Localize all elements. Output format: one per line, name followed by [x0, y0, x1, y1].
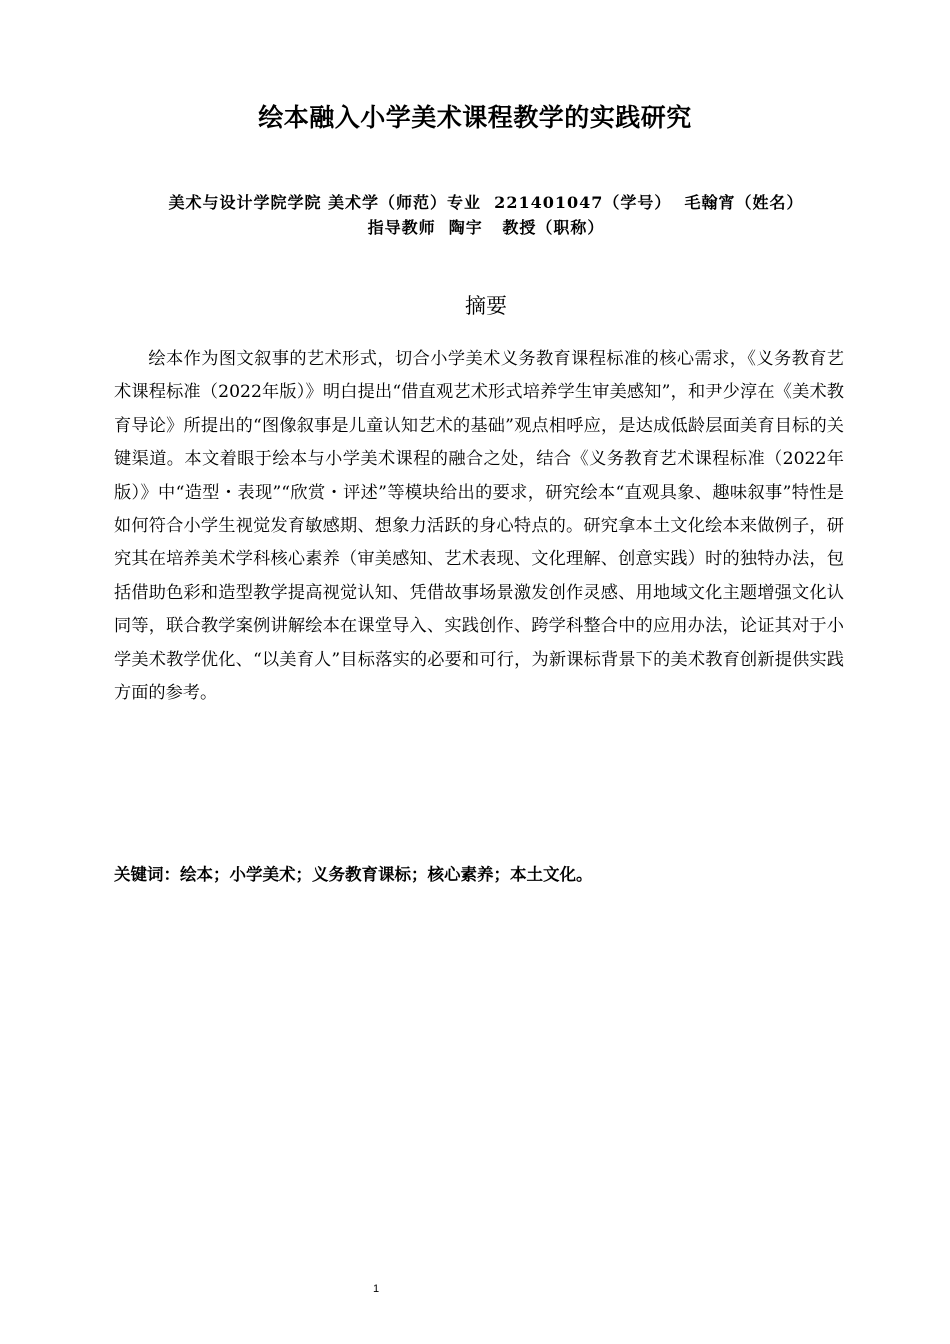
- paper-title: 绘本融入小学美术课程教学的实践研究: [258, 103, 692, 132]
- abstract-heading: 摘要: [465, 294, 507, 318]
- abstract-paragraph: 绘本作为图文叙事的艺术形式，切合小学美术义务教育课程标准的核心需求，《义务教育艺术课程标准（2022年版）》明白提出“借直观艺术形式培养学生审美感知”，和尹少淳在《美术教育导论》所提出的“图像叙事是儿童认知艺术的基础”观点相呼应，是达成低龄层面美育目标的关键渠道。本文着眼于绘本与小学美术课程的融合之处，结合《义务教育艺术课程标准（2022年版）》中“造型・表现”“欣赏・评述”等模块给出的要求，研究绘本“直观具象、趣味叙事”特性是如何符合小学生视觉发育敏感期、想象力活跃的身心特点的。研究拿本土文化绘本来做例子，研究其在培养美术学科核心素养（审美感知、艺术表现、文化理解、创意实践）时的独特办法，包括借助色彩和造型教学提高视觉认知、凭借故事场景激发创作灵感、用地域文化主题增强文化认同等，联合教学案例讲解绘本在课堂导入、实践创作、跨学科整合中的应用办法，论证其对于小学美术教学优化、“以美育人”目标落实的必要和可行，为新课标背景下的美术教育创新提供实践方面的参考。: [114, 349, 844, 704]
- author-info-line: 美术与设计学院学院 美术学（师范）专业 221401047（学号） 毛翰宵（姓名）: [168, 193, 804, 212]
- advisor-info-line: 指导教师 陶宇 教授（职称）: [367, 218, 605, 237]
- keywords-line: 关键词：绘本；小学美术；义务教育课标；核心素养；本土文化。: [114, 865, 593, 884]
- page-number: 1: [372, 1283, 380, 1295]
